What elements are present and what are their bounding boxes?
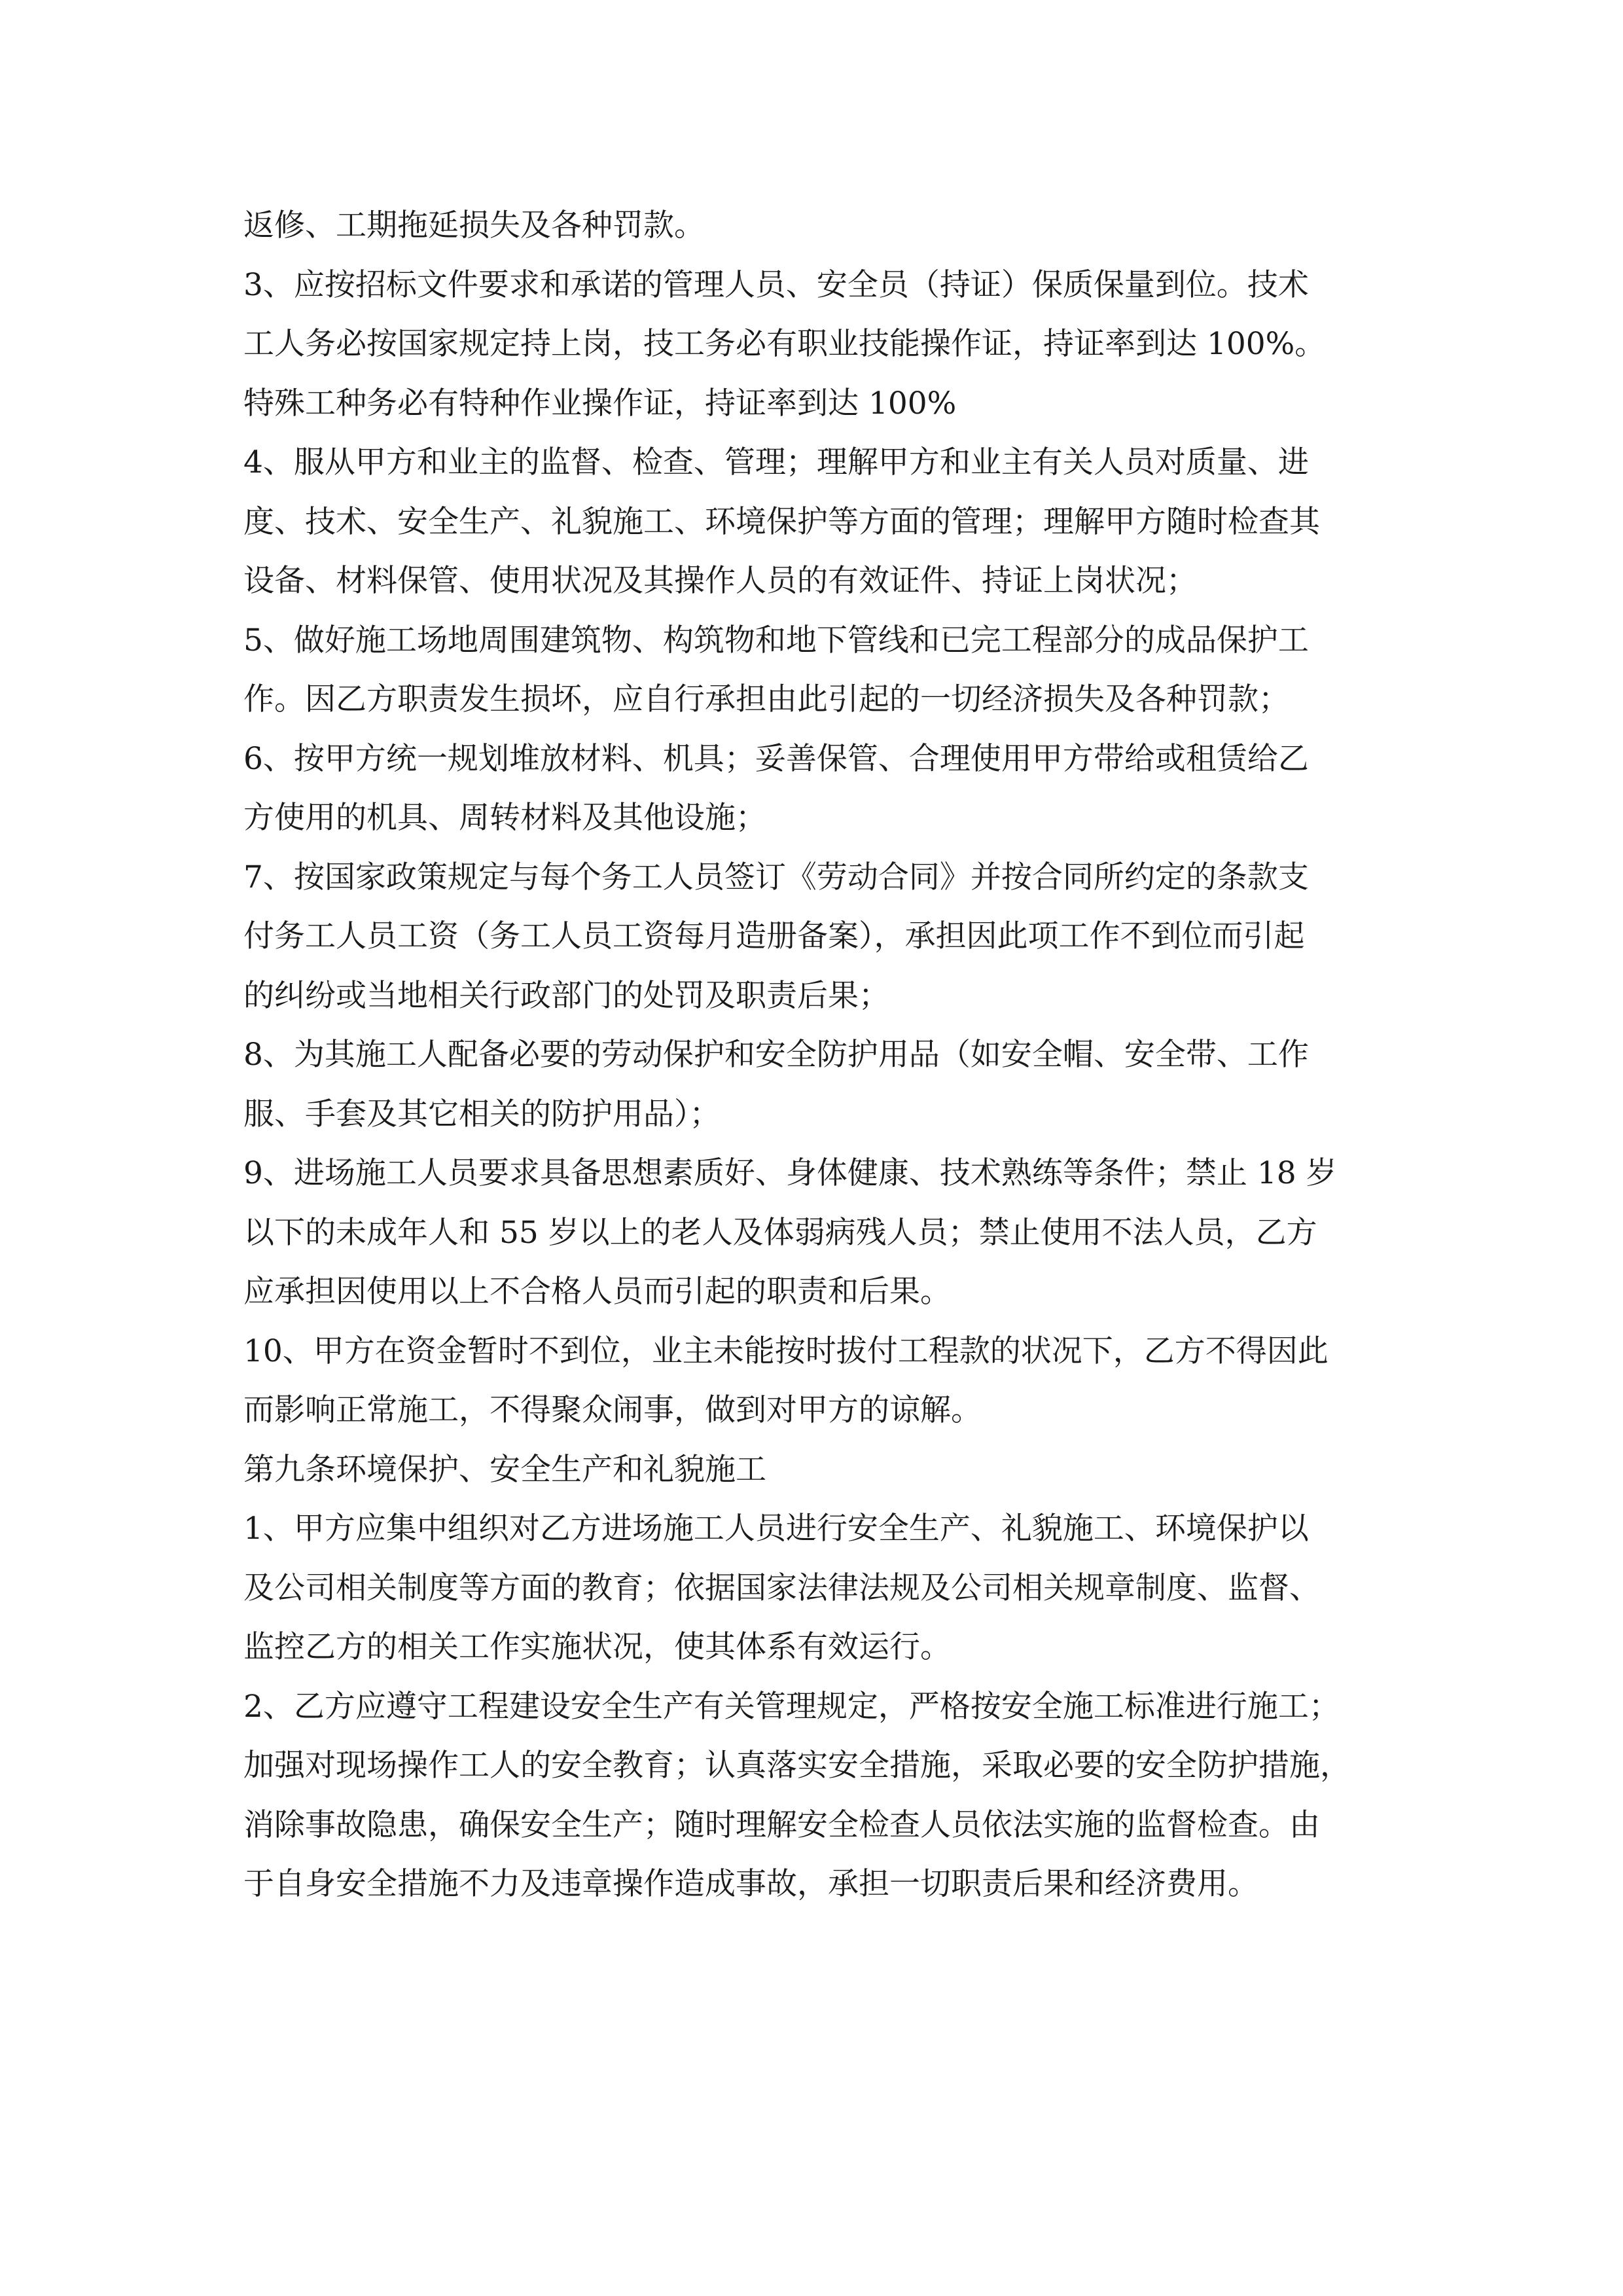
text-line: 以下的未成年人和 55 岁以上的老人及体弱病残人员；禁止使用不法人员，乙方	[243, 1214, 1317, 1251]
text-line: 设备、材料保管、使用状况及其操作人员的有效证件、持证上岗状况；	[243, 563, 1197, 599]
text-line: 4、服从甲方和业主的监督、检查、管理；理解甲方和业主有关人员对质量、进	[243, 444, 1309, 480]
text-line: 应承担因使用以上不合格人员而引起的职责和后果。	[243, 1274, 951, 1310]
text-line: 特殊工种务必有特种作业操作证，持证率到达 100%	[243, 385, 957, 422]
text-line: 3、应按招标文件要求和承诺的管理人员、安全员（持证）保质保量到位。技术	[243, 266, 1309, 303]
section-heading: 第九条环境保护、安全生产和礼貌施工	[243, 1451, 766, 1488]
text-line: 9、进场施工人员要求具备思想素质好、身体健康、技术熟练等条件；禁止 18 岁	[243, 1155, 1337, 1191]
body-text	[243, 196, 1382, 1914]
text-line: 度、技术、安全生产、礼貌施工、环境保护等方面的管理；理解甲方随时检查其	[243, 503, 1320, 540]
text-line: 方使用的机具、周转材料及其他设施；	[243, 800, 766, 836]
text-line: 付务工人员工资（务工人员工资每月造册备案），承担因此项工作不到位而引起	[243, 918, 1305, 954]
text-line: 1、甲方应集中组织对乙方进场施工人员进行安全生产、礼貌施工、环境保护以	[243, 1511, 1309, 1547]
text-line: 2、乙方应遵守工程建设安全生产有关管理规定，严格按安全施工标准进行施工；	[243, 1688, 1340, 1725]
text-line: 于自身安全措施不力及违章操作造成事故，承担一切职责后果和经济费用。	[243, 1866, 1258, 1902]
text-line: 作。因乙方职责发生损坏，应自行承担由此引起的一切经济损失及各种罚款；	[243, 681, 1289, 717]
text-line: 5、做好施工场地周围建筑物、构筑物和地下管线和已完工程部分的成品保护工	[243, 622, 1309, 658]
text-line: 服、手套及其它相关的防护用品）；	[243, 1096, 721, 1132]
text-line: 监控乙方的相关工作实施状况，使其体系有效运行。	[243, 1629, 951, 1665]
text-line: 10、甲方在资金暂时不到位，业主未能按时拔付工程款的状况下，乙方不得因此	[243, 1333, 1329, 1369]
text-line: 7、按国家政策规定与每个务工人员签订《劳动合同》并按合同所约定的条款支	[243, 859, 1309, 895]
text-line: 及公司相关制度等方面的教育；依据国家法律法规及公司相关规章制度、监督、	[243, 1570, 1320, 1606]
text-line: 加强对现场操作工人的安全教育；认真落实安全措施，采取必要的安全防护措施，	[243, 1748, 1351, 1784]
text-line: 8、为其施工人配备必要的劳动保护和安全防护用品（如安全帽、安全带、工作	[243, 1037, 1309, 1073]
text-line: 的纠纷或当地相关行政部门的处罚及职责后果；	[243, 977, 889, 1014]
text-line: 6、按甲方统一规划堆放材料、机具；妥善保管、合理使用甲方带给或租赁给乙	[243, 740, 1309, 777]
text-line: 消除事故隐患，确保安全生产；随时理解安全检查人员依法实施的监督检查。由	[243, 1806, 1320, 1843]
text-line: 返修、工期拖延损失及各种罚款。	[243, 207, 705, 243]
text-line: 而影响正常施工，不得聚众闹事，做到对甲方的谅解。	[243, 1392, 982, 1428]
text-line: 工人务必按国家规定持上岗，技工务必有职业技能操作证，持证率到达 100%。	[243, 326, 1326, 362]
